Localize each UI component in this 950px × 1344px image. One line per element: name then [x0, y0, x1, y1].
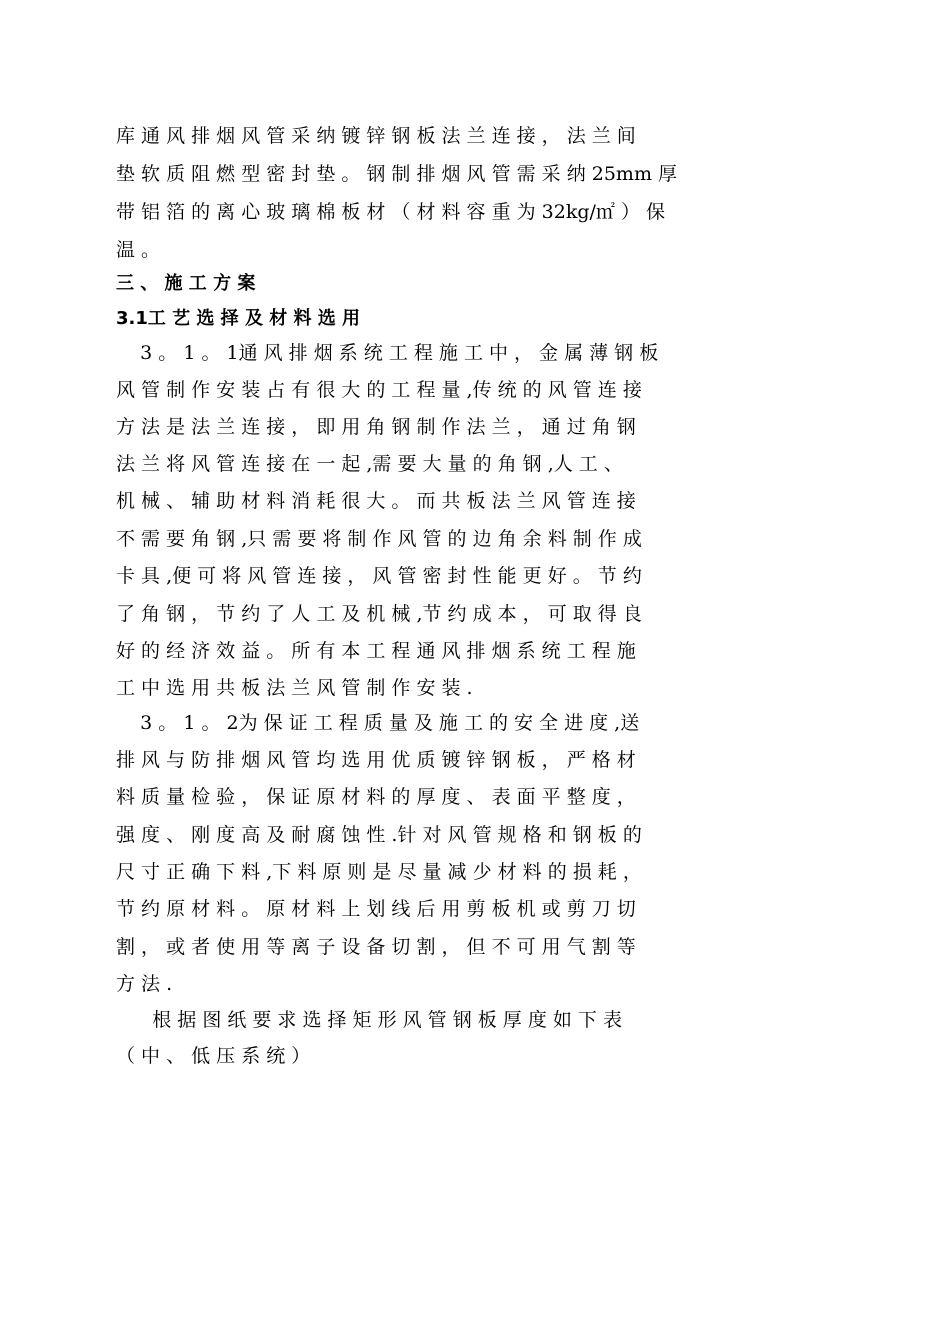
body-text-line: 尺 寸 正 确 下 料 ,下 料 原 则 是 尽 量 减 少 材 料 的 损 耗 ，: [116, 861, 642, 883]
body-text-line: 了 角 钢 ， 节 约 了 人 工 及 机 械 ,节 约 成 本 ， 可 取 得 良: [116, 603, 642, 625]
body-text-line: 不 需 要 角 钢 ,只 需 要 将 制 作 风 管 的 边 角 余 料 制 作 成: [116, 528, 642, 550]
body-text-line: 风 管 制 作 安 装 占 有 很 大 的 工 程 量 ,传 统 的 风 管 连 接: [116, 379, 642, 401]
body-text-line: 方 法 是 法 兰 连 接 ， 即 用 角 钢 制 作 法 兰 ， 通 过 角 钢: [116, 416, 636, 438]
body-text-line: 温 。: [116, 239, 161, 261]
body-text-line: 料 质 量 检 验 ， 保 证 原 材 料 的 厚 度 、 表 面 平 整 度 ，: [116, 786, 636, 808]
body-text-line: 好 的 经 济 效 益 。 所 有 本 工 程 通 风 排 烟 系 统 工 程 施: [116, 640, 636, 662]
body-text-line: 强 度 、 刚 度 高 及 耐 腐 蚀 性 .针 对 风 管 规 格 和 钢 板 的: [116, 824, 642, 846]
body-text-line: （ 中 、 低 压 系 统 ）: [116, 1045, 311, 1067]
section-heading: 三 、 施 工 方 案: [116, 273, 256, 294]
body-text-line: 垫 软 质 阻 燃 型 密 封 垫 。 钢 制 排 烟 风 管 需 采 纳 25mm 厚: [116, 163, 678, 185]
body-text-line: 法 兰 将 风 管 连 接 在 一 起 ,需 要 大 量 的 角 钢 ,人 工 、: [116, 453, 623, 475]
subsection-heading: 3.1工 艺 选 择 及 材 料 选 用: [116, 308, 361, 329]
body-text-line: 卡 具 ,便 可 将 风 管 连 接 ， 风 管 密 封 性 能 更 好 。 节 约: [116, 565, 642, 587]
body-text-line: 排 风 与 防 排 烟 风 管 均 选 用 优 质 镀 锌 钢 板 ， 严 格 材: [116, 749, 636, 771]
body-text-line: 割 ， 或 者 使 用 等 离 子 设 备 切 割 ， 但 不 可 用 气 割 等: [116, 936, 636, 958]
body-text-line: 节 约 原 材 料 。 原 材 料 上 划 线 后 用 剪 板 机 或 剪 刀 切: [116, 898, 636, 920]
body-text-line: 3 。 1 。 2为 保 证 工 程 质 量 及 施 工 的 安 全 进 度 ,送: [116, 712, 640, 734]
body-text-line: 带 铝 箔 的 离 心 玻 璃 棉 板 材 （ 材 料 容 重 为 32kg/㎡ ） 保: [116, 201, 666, 223]
body-text-line: 工 中 选 用 共 板 法 兰 风 管 制 作 安 装 .: [116, 677, 473, 699]
body-text-line: 机 械 、 辅 助 材 料 消 耗 很 大 。 而 共 板 法 兰 风 管 连 接: [116, 490, 636, 512]
body-text-line: 根 据 图 纸 要 求 选 择 矩 形 风 管 钢 板 厚 度 如 下 表: [116, 1009, 622, 1031]
body-text-line: 3 。 1 。 1通 风 排 烟 系 统 工 程 施 工 中 ， 金 属 薄 钢 板: [116, 342, 659, 364]
body-text-line: 库 通 风 排 烟 风 管 采 纳 镀 锌 钢 板 法 兰 连 接 ， 法 兰 间: [116, 125, 636, 147]
body-text-line: 方 法 .: [116, 973, 173, 995]
